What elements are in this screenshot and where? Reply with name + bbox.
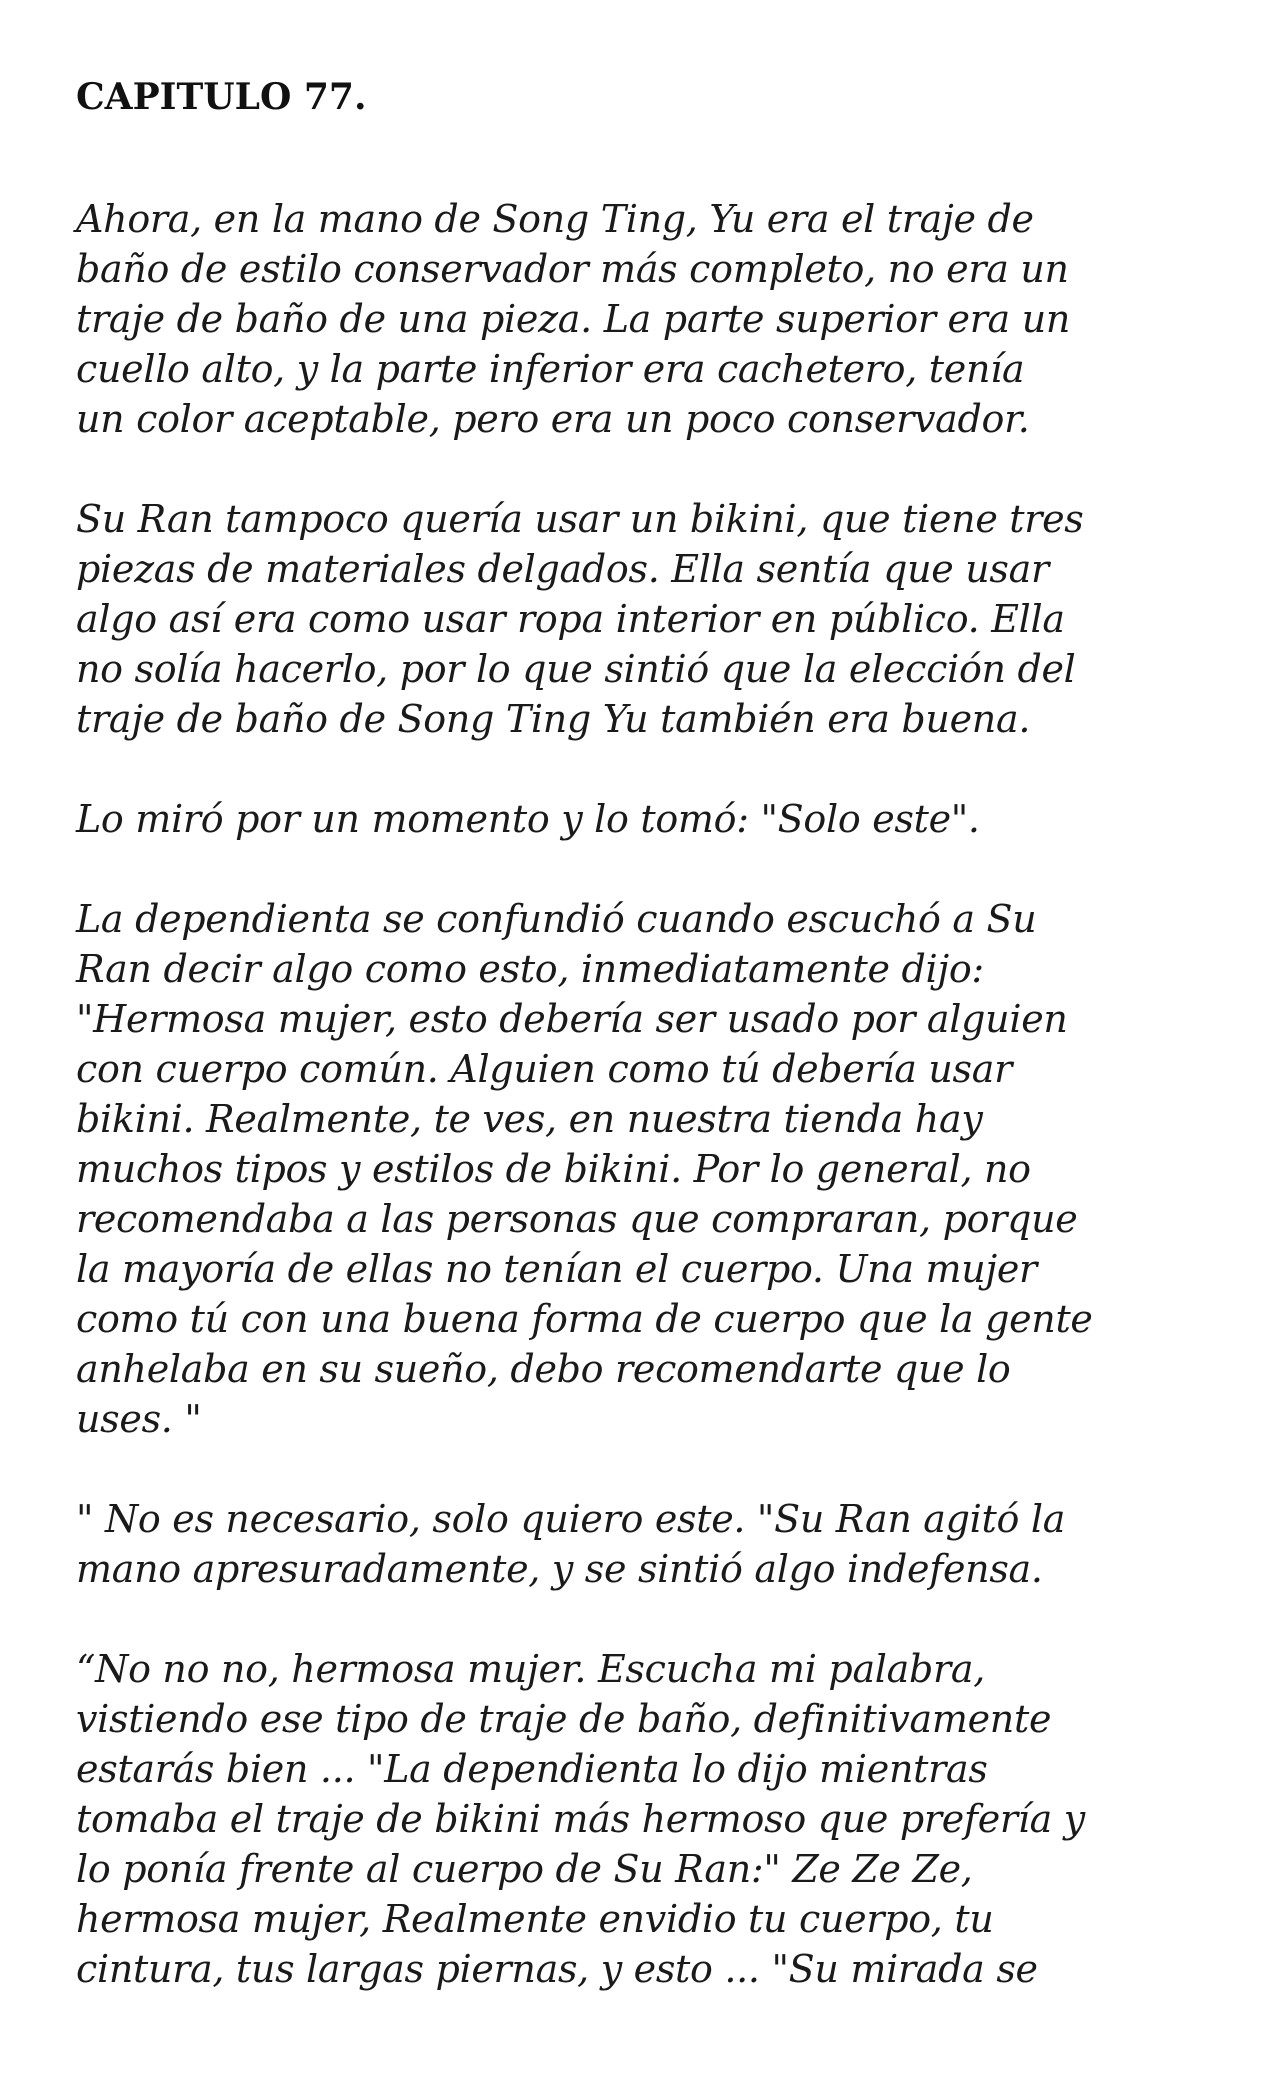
text-line: traje de baño de Song Ting Yu también era buena.	[76, 697, 1031, 741]
text-line: anhelaba en su sueño, debo recomendarte que lo	[76, 1347, 1011, 1391]
text-line: la mayoría de ellas no tenían el cuerpo. Una mujer	[76, 1247, 1037, 1291]
text-line: lo ponía frente al cuerpo de Su Ran:" Ze Ze Ze,	[76, 1847, 973, 1891]
chapter-title: CAPITULO 77.	[76, 76, 367, 118]
text-line: un color aceptable, pero era un poco conservador.	[76, 397, 1030, 441]
text-line: uses. "	[76, 1397, 202, 1441]
document-page	[76, 72, 1226, 1994]
text-line: piezas de materiales delgados. Ella sentía que usar	[76, 547, 1049, 591]
text-line: traje de baño de una pieza. La parte superior era un	[76, 297, 1071, 341]
text-line: "Hermosa mujer, esto debería ser usado por alguien	[76, 997, 1068, 1041]
text-line: " No es necesario, solo quiero este. "Su Ran agitó la	[76, 1497, 1066, 1541]
text-line: cuello alto, y la parte inferior era cachetero, tenía	[76, 347, 1025, 391]
text-line: Su Ran tampoco quería usar un bikini, que tiene tres	[76, 497, 1084, 541]
text-line: con cuerpo común. Alguien como tú debería usar	[76, 1047, 1012, 1091]
text-line: La dependienta se confundió cuando escuchó a Su	[76, 897, 1037, 941]
text-line: “No no no, hermosa mujer. Escucha mi palabra,	[76, 1647, 986, 1691]
text-line: mano apresuradamente, y se sintió algo indefensa.	[76, 1547, 1043, 1591]
text-line: recomendaba a las personas que compraran, porque	[76, 1197, 1078, 1241]
text-line: tomaba el traje de bikini más hermoso que prefería y	[76, 1797, 1085, 1841]
text-line: Lo miró por un momento y lo tomó: "Solo este".	[76, 797, 980, 841]
text-line: bikini. Realmente, te ves, en nuestra tienda hay	[76, 1097, 983, 1141]
text-line: estarás bien ... "La dependienta lo dijo mientras	[76, 1747, 988, 1791]
text-line: baño de estilo conservador más completo, no era un	[76, 247, 1069, 291]
text-line: cintura, tus largas piernas, y esto ... "Su mirada se	[76, 1947, 1038, 1991]
text-line: no solía hacerlo, por lo que sintió que la elección del	[76, 647, 1076, 691]
text-line: muchos tipos y estilos de bikini. Por lo general, no	[76, 1147, 1031, 1191]
paragraph-6	[76, 1644, 1226, 1994]
chapter-body	[76, 194, 1226, 1994]
text-line: Ahora, en la mano de Song Ting, Yu era el traje de	[76, 197, 1034, 241]
text-line: como tú con una buena forma de cuerpo que la gente	[76, 1297, 1093, 1341]
text-line: algo así era como usar ropa interior en público. Ella	[76, 597, 1065, 641]
text-line: vistiendo ese tipo de traje de baño, definitivamente	[76, 1697, 1052, 1741]
paragraph-3	[76, 794, 1226, 844]
paragraph-4	[76, 894, 1226, 1444]
text-line: Ran decir algo como esto, inmediatamente dijo:	[76, 947, 984, 991]
paragraph-5	[76, 1494, 1226, 1594]
paragraph-2	[76, 494, 1226, 744]
paragraph-1	[76, 194, 1226, 444]
text-line: hermosa mujer, Realmente envidio tu cuerpo, tu	[76, 1897, 994, 1941]
